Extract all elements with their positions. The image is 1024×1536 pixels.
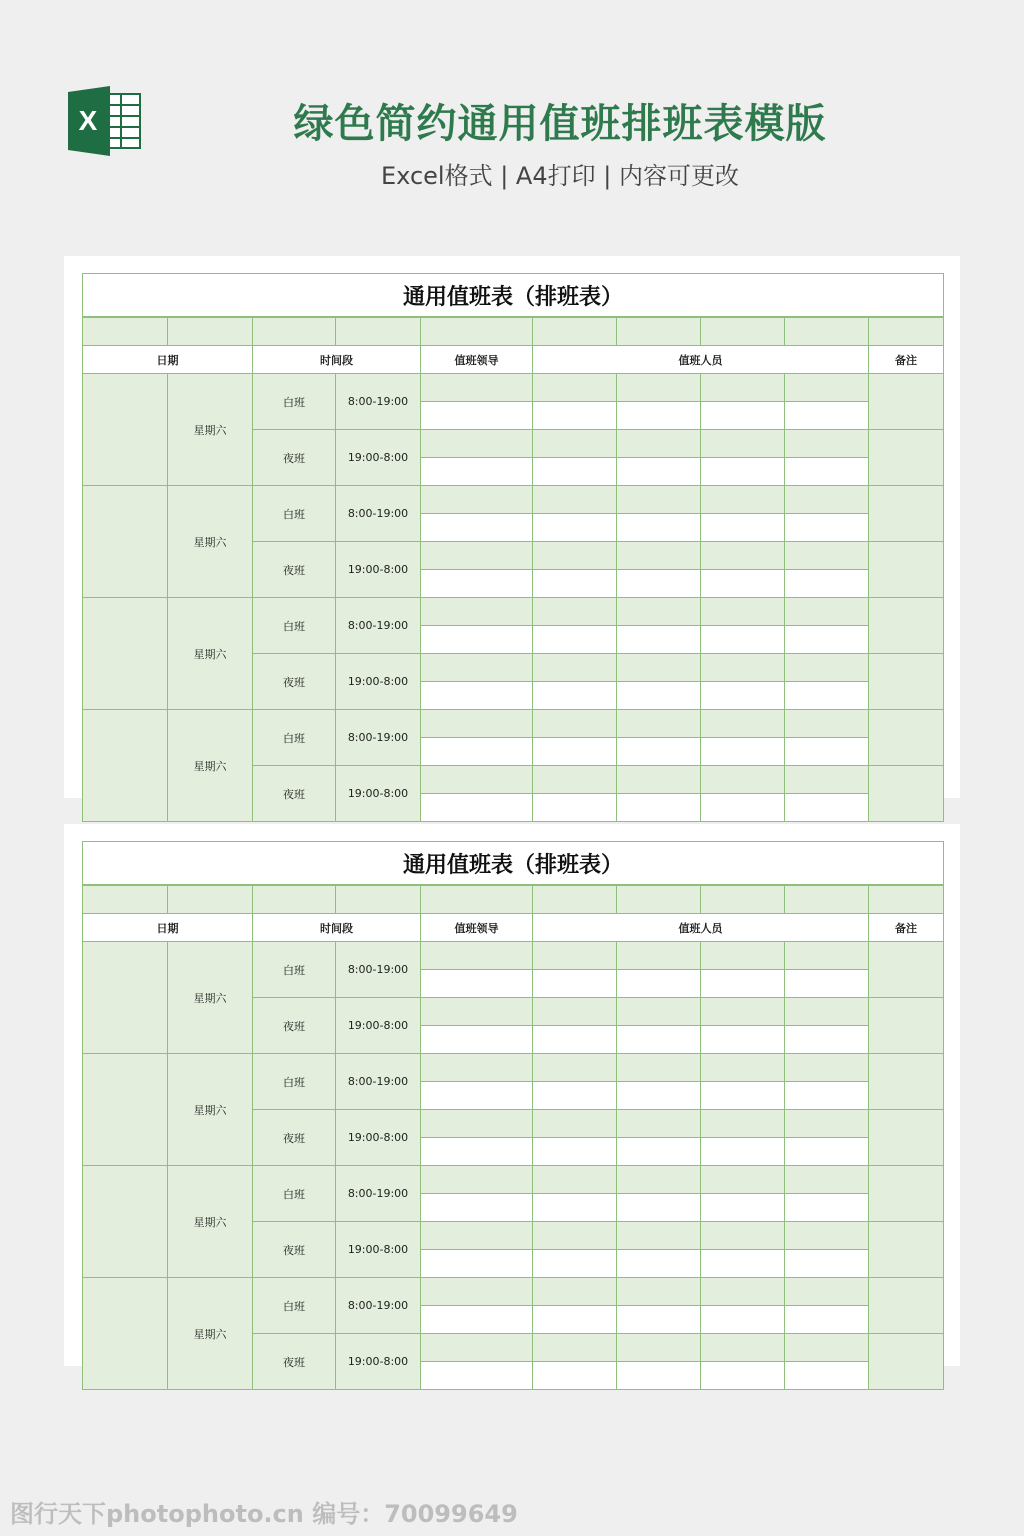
weekday-cell: 星期六 [168, 1166, 253, 1278]
staff-cell[interactable] [701, 654, 785, 682]
staff-cell[interactable] [617, 458, 701, 486]
shift-name-cell: 夜班 [253, 1334, 336, 1390]
header-leader: 值班领导 [421, 346, 533, 374]
staff-cell[interactable] [701, 458, 785, 486]
staff-cell[interactable] [533, 598, 617, 626]
staff-cell[interactable] [701, 1278, 785, 1306]
staff-cell[interactable] [533, 1306, 617, 1334]
staff-cell[interactable] [617, 374, 701, 402]
header-remark: 备注 [869, 346, 944, 374]
page-subtitle: Excel格式 | A4打印 | 内容可更改 [381, 162, 739, 190]
staff-cell[interactable] [785, 654, 869, 682]
shift-name-cell: 白班 [253, 1278, 336, 1334]
staff-cell[interactable] [533, 458, 617, 486]
leader-cell[interactable] [421, 1138, 533, 1166]
table-row [83, 486, 944, 514]
staff-cell[interactable] [533, 430, 617, 458]
staff-cell[interactable] [617, 1362, 701, 1390]
leader-cell[interactable] [421, 430, 533, 458]
staff-cell[interactable] [617, 486, 701, 514]
table-row [83, 942, 944, 970]
excel-logo-icon [68, 86, 142, 156]
shift-name-cell: 夜班 [253, 542, 336, 598]
staff-cell[interactable] [533, 970, 617, 998]
leader-cell[interactable] [421, 486, 533, 514]
leader-cell[interactable] [421, 598, 533, 626]
shift-time-cell: 19:00-8:00 [336, 542, 421, 598]
staff-cell[interactable] [785, 1026, 869, 1054]
header-time-period: 时间段 [253, 346, 421, 374]
staff-cell[interactable] [785, 1334, 869, 1362]
staff-cell[interactable] [533, 1138, 617, 1166]
date-cell[interactable] [83, 486, 168, 598]
shift-name-cell: 白班 [253, 486, 336, 542]
staff-cell[interactable] [785, 626, 869, 654]
remark-cell[interactable] [869, 374, 944, 430]
staff-cell[interactable] [617, 794, 701, 822]
weekday-cell: 星期六 [168, 486, 253, 598]
staff-cell[interactable] [617, 570, 701, 598]
staff-cell[interactable] [701, 942, 785, 970]
leader-cell[interactable] [421, 626, 533, 654]
staff-cell[interactable] [617, 654, 701, 682]
staff-cell[interactable] [701, 402, 785, 430]
staff-cell[interactable] [785, 970, 869, 998]
staff-cell[interactable] [533, 682, 617, 710]
staff-cell[interactable] [701, 1166, 785, 1194]
blank-cell [617, 885, 701, 914]
staff-cell[interactable] [617, 598, 701, 626]
staff-cell[interactable] [533, 1334, 617, 1362]
date-cell[interactable] [83, 598, 168, 710]
staff-cell[interactable] [533, 1362, 617, 1390]
blank-cell [785, 885, 869, 914]
staff-cell[interactable] [533, 998, 617, 1026]
staff-cell[interactable] [701, 1362, 785, 1390]
leader-cell[interactable] [421, 1222, 533, 1250]
staff-cell[interactable] [785, 1250, 869, 1278]
leader-cell[interactable] [421, 970, 533, 998]
staff-cell[interactable] [617, 1166, 701, 1194]
staff-cell[interactable] [533, 1222, 617, 1250]
watermark: 图行天下photophoto.cn 编号：70099649 [10, 1500, 518, 1528]
blank-cell [83, 317, 168, 346]
staff-cell[interactable] [617, 542, 701, 570]
header-staff: 值班人员 [533, 346, 869, 374]
leader-cell[interactable] [421, 1054, 533, 1082]
staff-cell[interactable] [617, 1110, 701, 1138]
staff-cell[interactable] [701, 1194, 785, 1222]
table-row [83, 1278, 944, 1306]
shift-name-cell: 白班 [253, 942, 336, 998]
leader-cell[interactable] [421, 1278, 533, 1306]
remark-cell[interactable] [869, 486, 944, 542]
staff-cell[interactable] [701, 486, 785, 514]
leader-cell[interactable] [421, 458, 533, 486]
staff-cell[interactable] [701, 374, 785, 402]
staff-cell[interactable] [617, 1334, 701, 1362]
staff-cell[interactable] [785, 766, 869, 794]
staff-cell[interactable] [701, 626, 785, 654]
staff-cell[interactable] [785, 942, 869, 970]
staff-cell[interactable] [785, 430, 869, 458]
remark-cell[interactable] [869, 766, 944, 822]
sheet-preview-2 [64, 824, 960, 1369]
staff-cell[interactable] [533, 738, 617, 766]
staff-cell[interactable] [701, 794, 785, 822]
staff-cell[interactable] [533, 1110, 617, 1138]
staff-cell[interactable] [701, 1138, 785, 1166]
staff-cell[interactable] [617, 1222, 701, 1250]
blank-cell [533, 885, 617, 914]
staff-cell[interactable] [617, 738, 701, 766]
staff-cell[interactable] [533, 626, 617, 654]
staff-cell[interactable] [617, 1194, 701, 1222]
staff-cell[interactable] [701, 738, 785, 766]
shift-time-cell: 19:00-8:00 [336, 766, 421, 822]
shift-name-cell: 夜班 [253, 766, 336, 822]
staff-cell[interactable] [785, 1110, 869, 1138]
staff-cell[interactable] [701, 1054, 785, 1082]
blank-cell [253, 317, 336, 346]
shift-time-cell: 19:00-8:00 [336, 1334, 421, 1390]
staff-cell[interactable] [785, 598, 869, 626]
staff-cell[interactable] [785, 374, 869, 402]
date-cell[interactable] [83, 1054, 168, 1166]
leader-cell[interactable] [421, 1110, 533, 1138]
remark-cell[interactable] [869, 1054, 944, 1110]
weekday-cell: 星期六 [168, 1278, 253, 1390]
leader-cell[interactable] [421, 1026, 533, 1054]
blank-cell [869, 317, 944, 346]
shift-name-cell: 白班 [253, 598, 336, 654]
leader-cell[interactable] [421, 1306, 533, 1334]
shift-time-cell: 19:00-8:00 [336, 1222, 421, 1278]
staff-cell[interactable] [785, 570, 869, 598]
leader-cell[interactable] [421, 374, 533, 402]
date-cell[interactable] [83, 374, 168, 486]
duty-table [82, 841, 944, 1390]
staff-cell[interactable] [617, 1026, 701, 1054]
blank-cell [336, 317, 421, 346]
shift-name-cell: 夜班 [253, 998, 336, 1054]
blank-cell [617, 317, 701, 346]
staff-cell[interactable] [617, 514, 701, 542]
leader-cell[interactable] [421, 766, 533, 794]
shift-name-cell: 夜班 [253, 430, 336, 486]
leader-cell[interactable] [421, 654, 533, 682]
shift-time-cell: 19:00-8:00 [336, 430, 421, 486]
shift-name-cell: 夜班 [253, 1110, 336, 1166]
staff-cell[interactable] [533, 1250, 617, 1278]
shift-time-cell: 8:00-19:00 [336, 486, 421, 542]
header-date: 日期 [83, 914, 253, 942]
remark-cell[interactable] [869, 1166, 944, 1222]
leader-cell[interactable] [421, 542, 533, 570]
shift-time-cell: 8:00-19:00 [336, 374, 421, 430]
leader-cell[interactable] [421, 1166, 533, 1194]
header-date: 日期 [83, 346, 253, 374]
staff-cell[interactable] [701, 1222, 785, 1250]
blank-cell [869, 885, 944, 914]
staff-cell[interactable] [785, 1222, 869, 1250]
shift-time-cell: 19:00-8:00 [336, 1110, 421, 1166]
staff-cell[interactable] [701, 430, 785, 458]
staff-cell[interactable] [617, 1306, 701, 1334]
table-row [83, 1054, 944, 1082]
blank-cell [533, 317, 617, 346]
staff-cell[interactable] [533, 766, 617, 794]
header-time-period: 时间段 [253, 914, 421, 942]
weekday-cell: 星期六 [168, 374, 253, 486]
staff-cell[interactable] [701, 1250, 785, 1278]
staff-cell[interactable] [785, 738, 869, 766]
staff-cell[interactable] [785, 1194, 869, 1222]
staff-cell[interactable] [533, 1026, 617, 1054]
remark-cell[interactable] [869, 542, 944, 598]
shift-time-cell: 8:00-19:00 [336, 942, 421, 998]
page-title: 绿色简约通用值班排班表模版 [293, 101, 827, 147]
staff-cell[interactable] [533, 402, 617, 430]
leader-cell[interactable] [421, 998, 533, 1026]
duty-table [82, 273, 944, 822]
blank-cell [168, 885, 253, 914]
leader-cell[interactable] [421, 710, 533, 738]
staff-cell[interactable] [617, 970, 701, 998]
staff-cell[interactable] [533, 1166, 617, 1194]
remark-cell[interactable] [869, 1110, 944, 1166]
date-cell[interactable] [83, 1166, 168, 1278]
blank-cell [253, 885, 336, 914]
header-remark: 备注 [869, 914, 944, 942]
staff-cell[interactable] [617, 1250, 701, 1278]
staff-cell[interactable] [617, 766, 701, 794]
shift-time-cell: 8:00-19:00 [336, 1054, 421, 1110]
staff-cell[interactable] [701, 514, 785, 542]
logo-letter: X [78, 105, 98, 136]
leader-cell[interactable] [421, 682, 533, 710]
staff-cell[interactable] [617, 710, 701, 738]
staff-cell[interactable] [701, 710, 785, 738]
staff-cell[interactable] [533, 794, 617, 822]
remark-cell[interactable] [869, 430, 944, 486]
shift-name-cell: 夜班 [253, 1222, 336, 1278]
weekday-cell: 星期六 [168, 710, 253, 822]
staff-cell[interactable] [533, 514, 617, 542]
staff-cell[interactable] [533, 1054, 617, 1082]
leader-cell[interactable] [421, 942, 533, 970]
leader-cell[interactable] [421, 738, 533, 766]
leader-cell[interactable] [421, 1082, 533, 1110]
staff-cell[interactable] [701, 1334, 785, 1362]
staff-cell[interactable] [533, 654, 617, 682]
blank-cell [83, 885, 168, 914]
blank-cell [421, 317, 533, 346]
date-cell[interactable] [83, 710, 168, 822]
table-row [83, 374, 944, 402]
blank-cell [168, 317, 253, 346]
staff-cell[interactable] [533, 1082, 617, 1110]
leader-cell[interactable] [421, 794, 533, 822]
staff-cell[interactable] [617, 998, 701, 1026]
weekday-cell: 星期六 [168, 598, 253, 710]
leader-cell[interactable] [421, 570, 533, 598]
staff-cell[interactable] [617, 1054, 701, 1082]
staff-cell[interactable] [617, 1278, 701, 1306]
shift-name-cell: 夜班 [253, 654, 336, 710]
staff-cell[interactable] [785, 1362, 869, 1390]
date-cell[interactable] [83, 942, 168, 1054]
shift-time-cell: 8:00-19:00 [336, 598, 421, 654]
table-row [83, 598, 944, 626]
staff-cell[interactable] [785, 486, 869, 514]
blank-cell [421, 885, 533, 914]
table-row [83, 1166, 944, 1194]
staff-cell[interactable] [785, 514, 869, 542]
header-leader: 值班领导 [421, 914, 533, 942]
blank-cell [701, 885, 785, 914]
staff-cell[interactable] [701, 998, 785, 1026]
remark-cell[interactable] [869, 1278, 944, 1334]
staff-cell[interactable] [701, 1110, 785, 1138]
staff-cell[interactable] [701, 1306, 785, 1334]
staff-cell[interactable] [533, 1278, 617, 1306]
staff-cell[interactable] [617, 430, 701, 458]
remark-cell[interactable] [869, 654, 944, 710]
staff-cell[interactable] [701, 970, 785, 998]
sheet-title: 通用值班表（排班表） [83, 842, 944, 886]
staff-cell[interactable] [533, 542, 617, 570]
staff-cell[interactable] [785, 1054, 869, 1082]
staff-cell[interactable] [533, 1194, 617, 1222]
leader-cell[interactable] [421, 1250, 533, 1278]
date-cell[interactable] [83, 1278, 168, 1390]
shift-name-cell: 白班 [253, 710, 336, 766]
staff-cell[interactable] [617, 1082, 701, 1110]
leader-cell[interactable] [421, 514, 533, 542]
staff-cell[interactable] [533, 570, 617, 598]
blank-cell [701, 317, 785, 346]
shift-time-cell: 19:00-8:00 [336, 998, 421, 1054]
shift-time-cell: 8:00-19:00 [336, 1278, 421, 1334]
staff-cell[interactable] [785, 998, 869, 1026]
shift-name-cell: 白班 [253, 374, 336, 430]
blank-cell [785, 317, 869, 346]
leader-cell[interactable] [421, 1362, 533, 1390]
remark-cell[interactable] [869, 998, 944, 1054]
remark-cell[interactable] [869, 710, 944, 766]
staff-cell[interactable] [701, 1026, 785, 1054]
remark-cell[interactable] [869, 1222, 944, 1278]
shift-name-cell: 白班 [253, 1054, 336, 1110]
staff-cell[interactable] [701, 542, 785, 570]
staff-cell[interactable] [701, 598, 785, 626]
blank-cell [336, 885, 421, 914]
sheet-preview-1 [64, 256, 960, 801]
shift-time-cell: 19:00-8:00 [336, 654, 421, 710]
leader-cell[interactable] [421, 402, 533, 430]
staff-cell[interactable] [785, 710, 869, 738]
staff-cell[interactable] [701, 766, 785, 794]
table-row [83, 710, 944, 738]
leader-cell[interactable] [421, 1334, 533, 1362]
staff-cell[interactable] [785, 458, 869, 486]
weekday-cell: 星期六 [168, 942, 253, 1054]
staff-cell[interactable] [785, 682, 869, 710]
staff-cell[interactable] [617, 402, 701, 430]
staff-cell[interactable] [785, 542, 869, 570]
staff-cell[interactable] [617, 942, 701, 970]
staff-cell[interactable] [617, 626, 701, 654]
staff-cell[interactable] [785, 794, 869, 822]
staff-cell[interactable] [701, 570, 785, 598]
remark-cell[interactable] [869, 598, 944, 654]
staff-cell[interactable] [533, 486, 617, 514]
staff-cell[interactable] [617, 1138, 701, 1166]
sheet-title: 通用值班表（排班表） [83, 274, 944, 318]
staff-cell[interactable] [785, 1166, 869, 1194]
staff-cell[interactable] [701, 682, 785, 710]
shift-time-cell: 8:00-19:00 [336, 710, 421, 766]
staff-cell[interactable] [785, 1306, 869, 1334]
header-staff: 值班人员 [533, 914, 869, 942]
shift-name-cell: 白班 [253, 1166, 336, 1222]
staff-cell[interactable] [533, 374, 617, 402]
remark-cell[interactable] [869, 942, 944, 998]
staff-cell[interactable] [785, 1278, 869, 1306]
leader-cell[interactable] [421, 1194, 533, 1222]
remark-cell[interactable] [869, 1334, 944, 1390]
staff-cell[interactable] [785, 402, 869, 430]
shift-time-cell: 8:00-19:00 [336, 1166, 421, 1222]
staff-cell[interactable] [701, 1082, 785, 1110]
weekday-cell: 星期六 [168, 1054, 253, 1166]
staff-cell[interactable] [533, 710, 617, 738]
staff-cell[interactable] [785, 1082, 869, 1110]
staff-cell[interactable] [617, 682, 701, 710]
staff-cell[interactable] [533, 942, 617, 970]
staff-cell[interactable] [785, 1138, 869, 1166]
